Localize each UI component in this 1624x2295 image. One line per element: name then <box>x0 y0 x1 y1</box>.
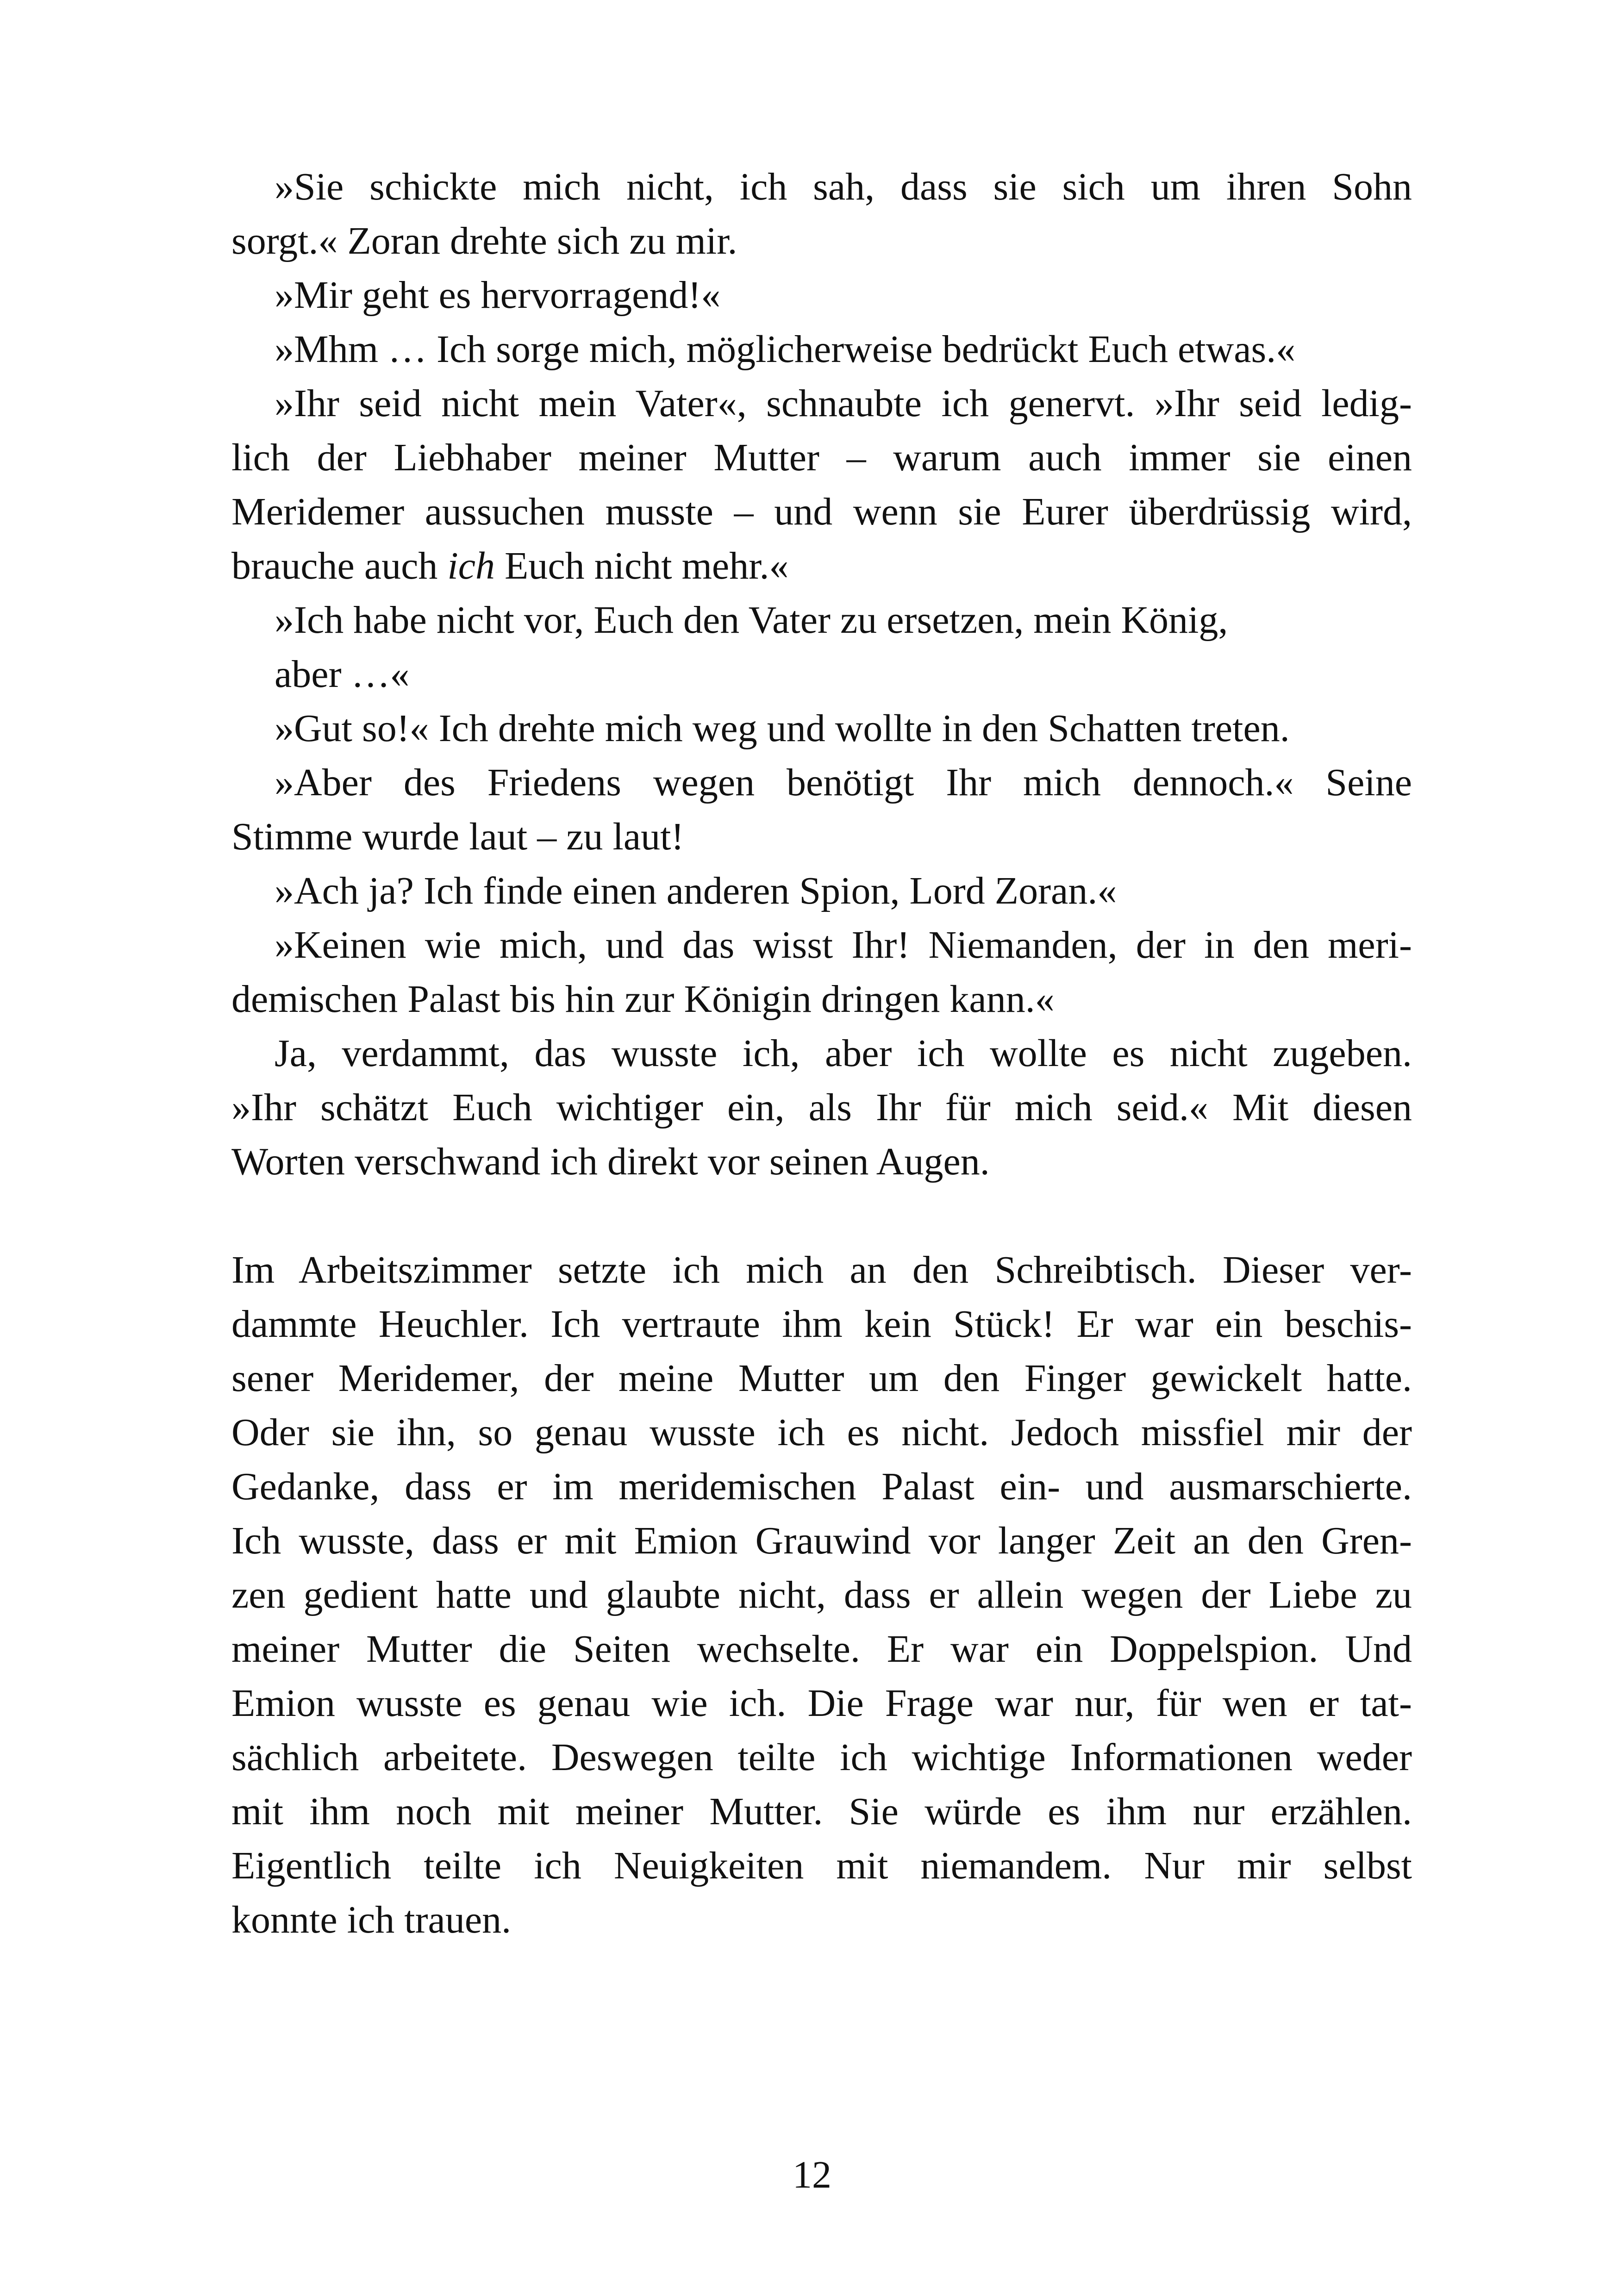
text-line: Ich wusste, dass er mit Emion Grauwind vor langer Zeit an den Gren- <box>231 1519 1412 1562</box>
text-line: sächlich arbeitete. Deswegen teilte ich wichtige Informationen weder <box>231 1736 1412 1779</box>
text-line: Eigentlich teilte ich Neuigkeiten mit niemandem. Nur mir selbst <box>231 1844 1412 1887</box>
text-line: »Ich habe nicht vor, Euch den Vater zu ersetzen, mein König, <box>275 599 1228 642</box>
text-line: »Keinen wie mich, und das wisst Ihr! Niemanden, der in den meri- <box>275 923 1412 967</box>
text-line: mit ihm noch mit meiner Mutter. Sie würde es ihm nur erzählen. <box>231 1790 1412 1833</box>
text-line: dammte Heuchler. Ich vertraute ihm kein Stück! Er war ein beschis- <box>231 1303 1412 1346</box>
text-line: Meridemer aussuchen musste – und wenn sie Eurer überdrüssig wird, <box>231 490 1412 533</box>
text-line: Worten verschwand ich direkt vor seinen Augen. <box>231 1140 990 1183</box>
text-line: zen gedient hatte und glaubte nicht, dass er allein wegen der Liebe zu <box>231 1573 1412 1616</box>
body-text <box>231 160 1412 1947</box>
text-line: Ja, verdammt, das wusste ich, aber ich wollte es nicht zugeben. <box>275 1032 1412 1075</box>
text-line: Stimme wurde laut – zu laut! <box>231 815 684 858</box>
text-segment: Euch nicht mehr.« <box>495 544 789 587</box>
text-line: »Ihr seid nicht mein Vater«, schnaubte ich genervt. »Ihr seid ledig- <box>275 382 1412 425</box>
text-line: sorgt.« Zoran drehte sich zu mir. <box>231 219 737 262</box>
text-line: konnte ich trauen. <box>231 1898 512 1941</box>
page-number: 12 <box>793 2153 831 2196</box>
text-line: aber …« <box>275 653 410 696</box>
text-line: »Mhm … Ich sorge mich, möglicherweise bedrückt Euch etwas.« <box>275 328 1296 371</box>
italic-emphasis: ich <box>447 544 495 587</box>
text-line: Oder sie ihn, so genau wusste ich es nicht. Jedoch missfiel mir der <box>231 1411 1412 1454</box>
text-line: »Sie schickte mich nicht, ich sah, dass sie sich um ihren Sohn <box>275 165 1412 208</box>
text-line: lich der Liebhaber meiner Mutter – warum auch immer sie einen <box>231 436 1412 479</box>
text-segment: brauche auch <box>231 544 448 587</box>
text-line <box>231 539 1412 593</box>
section-break <box>231 1189 1412 1243</box>
text-line: Im Arbeitszimmer setzte ich mich an den Schreibtisch. Dieser ver- <box>231 1248 1412 1291</box>
text-line: »Ihr schätzt Euch wichtiger ein, als Ihr für mich seid.« Mit diesen <box>231 1086 1412 1129</box>
text-line: Emion wusste es genau wie ich. Die Frage war nur, für wen er tat- <box>231 1682 1412 1725</box>
text-line: meiner Mutter die Seiten wechselte. Er war ein Doppelspion. Und <box>231 1628 1412 1671</box>
text-line: »Aber des Friedens wegen benötigt Ihr mich dennoch.« Seine <box>275 761 1412 804</box>
text-line: demischen Palast bis hin zur Königin dringen kann.« <box>231 978 1055 1021</box>
text-line: sener Meridemer, der meine Mutter um den Finger gewickelt hatte. <box>231 1357 1412 1400</box>
text-line: Gedanke, dass er im meridemischen Palast ein- und ausmarschierte. <box>231 1465 1412 1508</box>
text-line: »Mir geht es hervorragend!« <box>275 274 721 317</box>
text-line: »Gut so!« Ich drehte mich weg und wollte in den Schatten treten. <box>275 707 1290 750</box>
text-line: »Ach ja? Ich finde einen anderen Spion, Lord Zoran.« <box>275 869 1117 912</box>
